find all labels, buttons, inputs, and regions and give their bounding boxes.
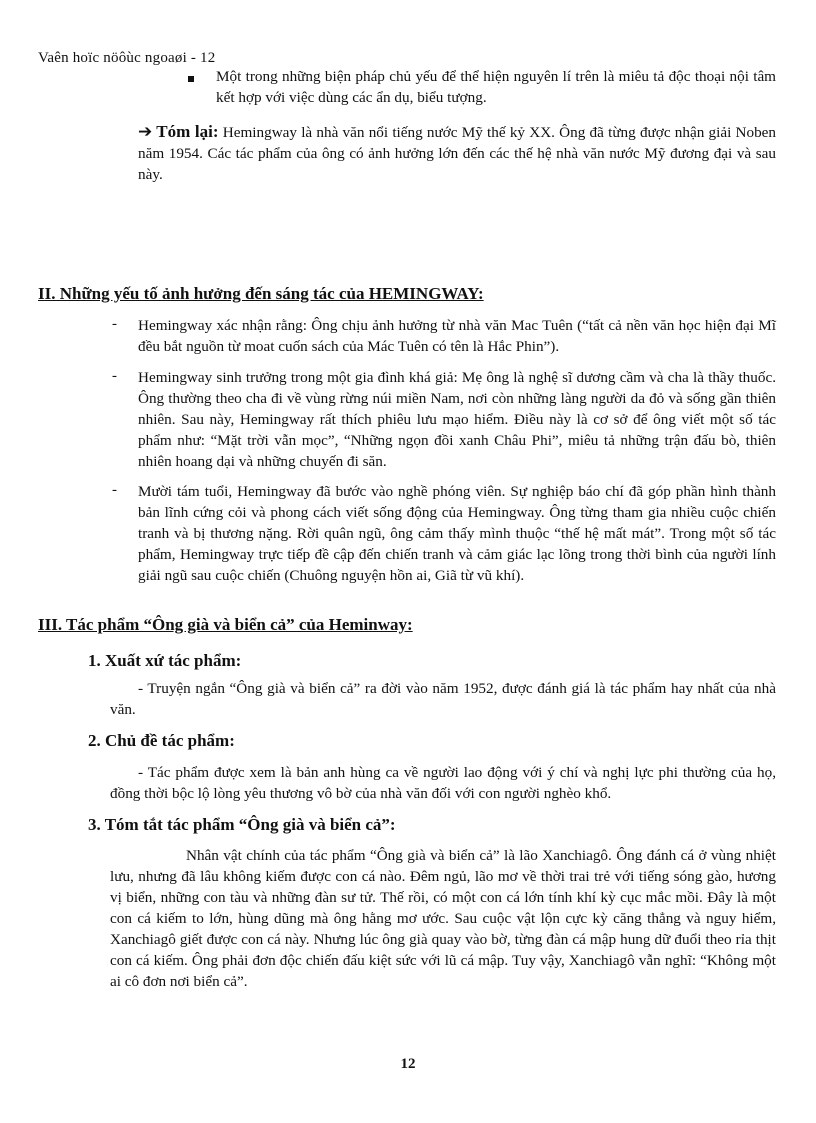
arrow-right-icon: ➔ <box>138 122 153 142</box>
subsection-heading: 2. Chủ đề tác phẩm: <box>88 731 235 750</box>
intro-bullet-text: Một trong những biện pháp chủ yếu để thể hiện nguyên lí trên là miêu tả độc thoại nội tâm kết hợp với việc dùng các ẩn dụ, biểu tượng. <box>216 68 776 106</box>
section-3-title: III. Tác phẩm “Ông già và biển cả” của Heminway: <box>38 615 413 634</box>
dash-bullet-icon: - <box>112 482 117 498</box>
summary-text: Hemingway là nhà văn nổi tiếng nước Mỹ thế kỷ XX. Ông đã từng được nhận giải Noben năm 1954. Các tác phẩm của ông có ảnh hưởng lớn đến các thế hệ nhà văn nước Mỹ đương đại và sau này. <box>138 124 777 183</box>
summary-label: Tóm lại: <box>156 122 219 141</box>
square-bullet-icon <box>188 76 194 82</box>
summary-paragraph <box>138 121 776 185</box>
section-2-item: Mười tám tuổi, Hemingway đã bước vào nghề phóng viên. Sự nghiệp báo chí đã góp phần hình thành bản lĩnh cứng cỏi và phong cách viết sống động của Hemingway. Ông từng tham gia nhiều cuộc chiến tranh và bị thương nặng. Rời quân ngũ, ông cảm thấy mình thuộc “thế hệ mất mát”. Trong một số tác phẩm, Hemingway trực tiếp đề cập đến chiến tranh và cảm giác lạc lõng trong thời bình của người lính giải ngũ sau cuộc chiến (Chuông nguyện hồn ai, Giã từ vũ khí). <box>138 483 776 584</box>
running-header: Vaên hoïc nöôùc ngoaøi - 12 <box>38 50 216 66</box>
subsection-heading: 3. Tóm tắt tác phẩm “Ông già và biển cả”: <box>88 815 396 834</box>
page-number: 12 <box>400 1056 416 1072</box>
section-2-title: II. Những yếu tố ảnh hưởng đến sáng tác của HEMINGWAY: <box>38 284 484 303</box>
section-2-item: Hemingway sinh trưởng trong một gia đình khá giả: Mẹ ông là nghệ sĩ dương cầm và cha là thầy thuốc. Ông thường theo cha đi về vùng rừng núi miền Nam, nơi còn những làng người da đỏ và sống gần thiên nhiên. Sau này, Hemingway rất thích phiêu lưu mạo hiểm. Điều này là cơ sở để ông viết một số tác phẩm như: “Mặt trời vẫn mọc”, “Những ngọn đồi xanh Châu Phi”, miêu tả những trận đấu bò, thiên nhiên hoang dại và những chuyến đi săn. <box>138 369 776 470</box>
subsection-heading: 1. Xuất xứ tác phẩm: <box>88 651 242 670</box>
section-2-item: Hemingway xác nhận rằng: Ông chịu ảnh hưởng từ nhà văn Mac Tuên (“tất cả nền văn học hiện đại Mĩ đều bắt nguồn từ moat cuốn sách của Mác Tuên có tên là Hắc Phin”). <box>138 317 776 355</box>
dash-bullet-icon: - <box>112 316 117 332</box>
subsection-text: - Tác phẩm được xem là bản anh hùng ca về người lao động với ý chí và nghị lực phi thường của họ, đồng thời bộc lộ lòng yêu thương vô bờ của nhà văn đối với con người nghèo khổ. <box>110 764 776 802</box>
subsection-text: Nhân vật chính của tác phẩm “Ông già và biển cả” là lão Xanchiagô. Ông đánh cá ở vùng nhiệt lưu, nhưng đã lâu không kiếm được con cá nào. Đêm ngủ, lão mơ về thời trai trẻ với tiếng sóng gào, hương vị biển, những con tàu và những đàn sư tử. Thế rồi, có một con cá lớn tính khí kỳ cục mắc mồi. Đây là một con cá kiếm to lớn, hùng dũng mà ông hằng mơ ước. Sau cuộc vật lộn cực kỳ căng thẳng và nguy hiểm, Xanchiagô giết được con cá này. Nhưng lúc ông già quay vào bờ, từng đàn cá mập hung dữ đuổi theo rỉa thịt con cá kiếm. Ông phải đơn độc chiến đấu kiệt sức với lũ cá mập. Tuy vậy, Xanchiagô vẫn nghĩ: “Không một ai cô đơn nơi biển cả”. <box>110 847 776 990</box>
subsection-text: - Truyện ngắn “Ông già và biển cả” ra đời vào năm 1952, được đánh giá là tác phẩm hay nhất của nhà văn. <box>110 680 776 718</box>
dash-bullet-icon: - <box>112 368 117 384</box>
